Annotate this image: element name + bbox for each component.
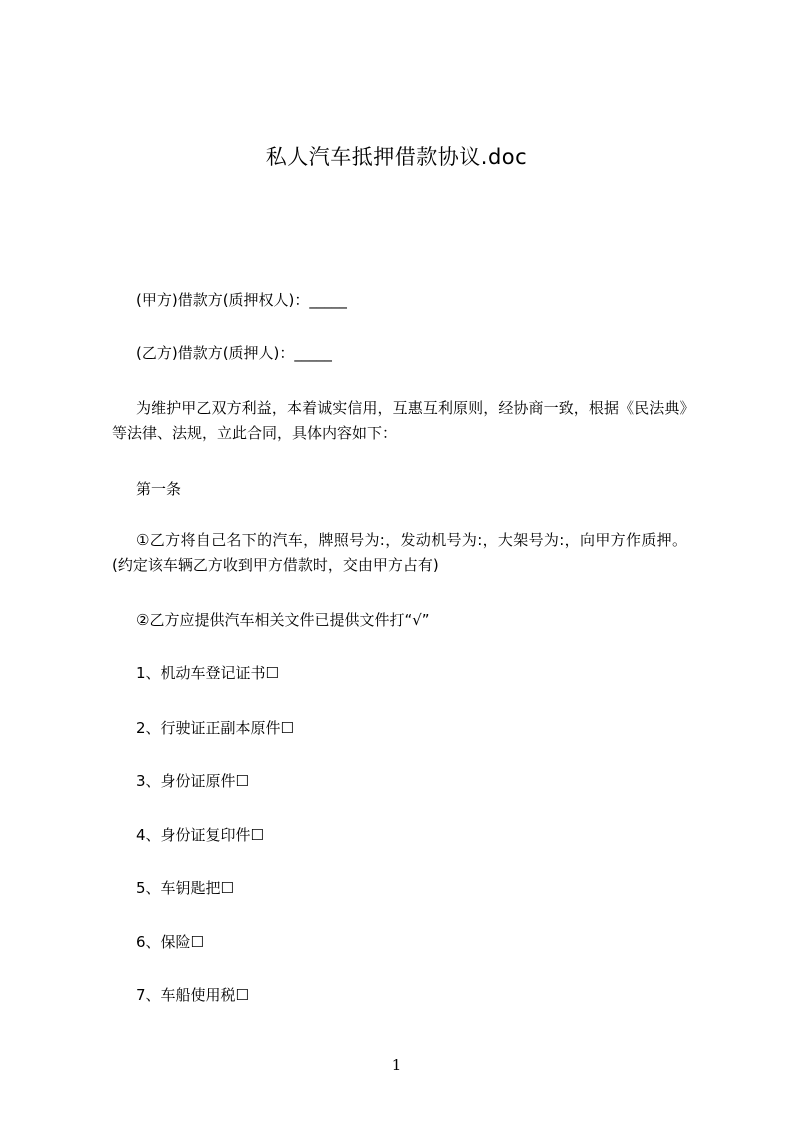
list-item: 2、行驶证正副本原件☐ [136,719,294,737]
article-heading: 第一条 [136,480,182,498]
party-b-line: (乙方)借款方(质押人)：_____ [136,344,332,362]
list-item: 3、身份证原件☐ [136,772,249,790]
list-item: 5、车钥匙把☐ [136,879,234,897]
clause-1-paragraph: ①乙方将自己名下的汽车，牌照号为:，发动机号为:，大架号为:，向甲方作质押。(约定该车辆乙方收到甲方借款时，交由甲方占有) [112,531,687,574]
clause-2-paragraph: ②乙方应提供汽车相关文件已提供文件打“√” [136,611,430,629]
page-number: 1 [391,1056,402,1074]
party-a-line: (甲方)借款方(质押权人)：_____ [136,291,347,309]
list-item: 7、车船使用税☐ [136,986,249,1004]
list-item: 4、身份证复印件☐ [136,826,264,844]
document-title: 私人汽车抵押借款协议.doc [265,145,528,169]
preamble-paragraph: 为维护甲乙双方利益，本着诚实信用，互惠互利原则，经协商一致，根据《民法典》等法律、法规，立此合同，具体内容如下： [112,399,687,442]
list-item: 1、机动车登记证书☐ [136,664,279,682]
list-item: 6、保险☐ [136,933,204,951]
